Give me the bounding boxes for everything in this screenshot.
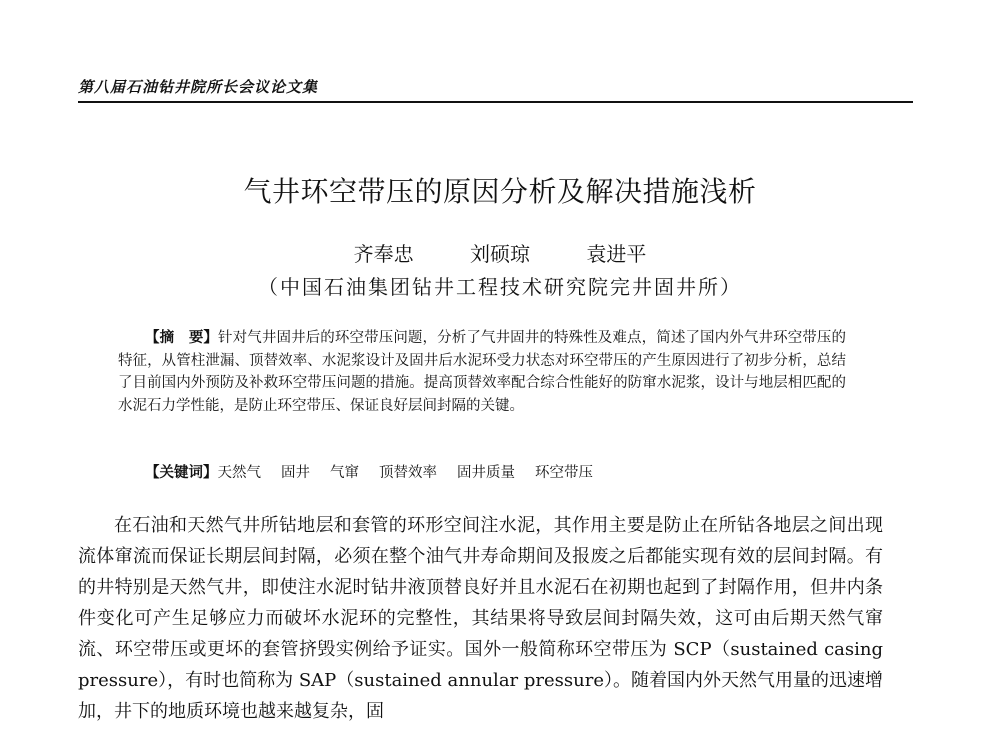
keyword: 顶替效率 — [379, 465, 437, 481]
keywords-label: 【关键词】 — [145, 465, 218, 481]
keyword: 天然气 — [217, 465, 261, 481]
author-list — [0, 238, 1000, 267]
keyword: 固井 — [281, 465, 310, 481]
keywords-block — [145, 461, 613, 482]
author-affiliation: （中国石油集团钻井工程技术研究院完井固井所） — [258, 275, 742, 299]
keyword: 固井质量 — [457, 465, 515, 481]
keyword: 气窜 — [330, 465, 359, 481]
body-paragraph: 在石油和天然气井所钻地层和套管的环形空间注水泥，其作用主要是防止在所钻各地层之间出现流体窜流而保证长期层间封隔，必须在整个油气井寿命期间及报废之后都能实现有效的层间封隔。有的井特别是天然气井，即使注水泥时钻井液顶替良好并且水泥石在初期也起到了封隔作用，但井内条件变化可产生足够应力而破坏水泥环的完整性，其结果将导致层间封隔失效，这可由后期天然气窜流、环空带压或更坏的套管挤毁实例给予证实。国外一般简称环空带压为 SCP（sustained casing pressure），有时也简称为 SAP（sustained annular pressure）。随着国内外天然气用量的迅速增加，井下的地质环境也越来越复杂，固 — [78, 515, 883, 722]
abstract-text: 针对气井固井后的环空带压问题，分析了气井固井的特殊性及难点，简述了国内外气井环空带压的特征，从管柱泄漏、顶替效率、水泥浆设计及固井后水泥环受力状态对环空带压的产生原因进行了初步分析，总结了目前国内外预防及补救环空带压问题的措施。提高顶替效率配合综合性能好的防窜水泥浆，设计与地层相匹配的水泥石力学性能，是防止环空带压、保证良好层间封隔的关键。 — [118, 330, 847, 414]
keyword: 环空带压 — [535, 465, 593, 481]
running-header: 第八届石油钻井院所长会议论文集 — [78, 78, 319, 96]
author-name: 刘硕琼 — [470, 242, 530, 266]
author-name: 齐奉忠 — [353, 242, 414, 266]
paper-title: 气井环空带压的原因分析及解决措施浅析 — [243, 175, 757, 208]
abstract-block — [118, 327, 846, 417]
header-rule — [78, 101, 913, 103]
author-name: 袁进平 — [586, 242, 647, 266]
abstract-label: 【摘 要】 — [145, 330, 219, 346]
